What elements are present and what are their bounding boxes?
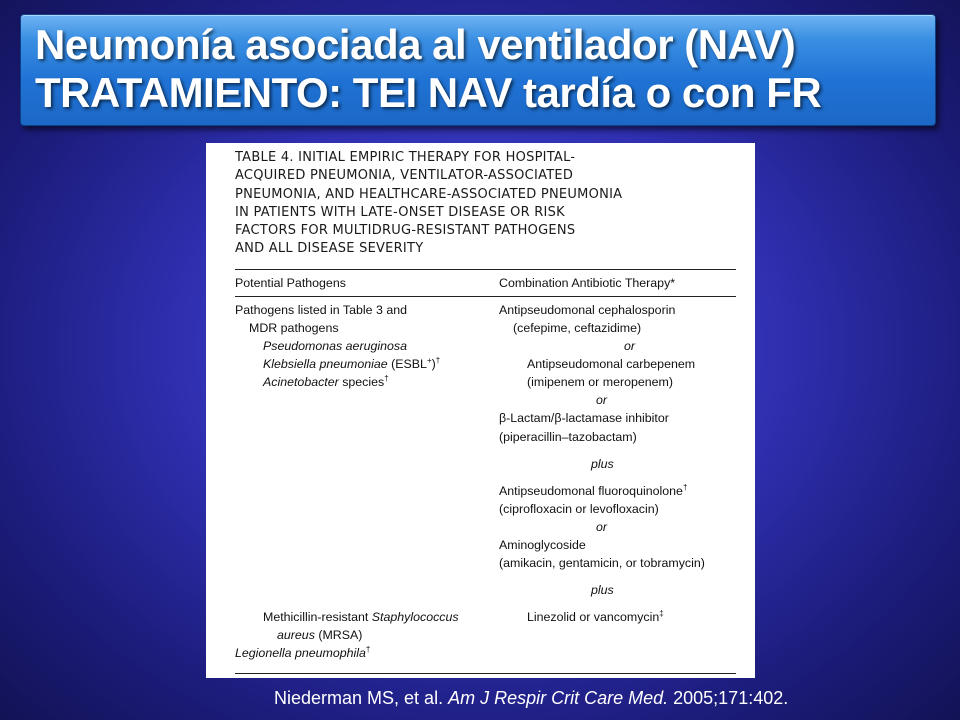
- footnote-mark: †: [365, 645, 371, 655]
- cell-text: (ESBL: [387, 357, 427, 372]
- table-row: [235, 319, 736, 337]
- organism-name: Klebsiella pneumoniae: [263, 357, 388, 372]
- cell-left: [235, 373, 527, 391]
- table-caption-line: IN PATIENTS WITH LATE-ONSET DISEASE OR RISK: [235, 204, 565, 220]
- table-row: [235, 500, 736, 518]
- cell-right-empty: [541, 626, 736, 644]
- organism-name: Acinetobacter: [263, 375, 339, 390]
- cell-left-empty: [235, 428, 499, 446]
- citation-authors: Niederman MS, et al.: [274, 688, 449, 708]
- slide-title-line-1: Neumonía asociada al ventilador (NAV): [35, 21, 796, 68]
- header-combination-therapy: Combination Antibiotic Therapy*: [499, 275, 676, 290]
- table-caption-line: FACTORS FOR MULTIDRUG-RESISTANT PATHOGENS: [235, 223, 576, 239]
- table-row: [235, 373, 736, 391]
- cell-right-plus: plus: [591, 583, 614, 598]
- cell-left-empty: [235, 409, 499, 427]
- cell-text: (MRSA): [314, 628, 363, 643]
- cell-text: ): [431, 357, 436, 372]
- table-row: [235, 536, 736, 554]
- cell-right: (ciprofloxacin or levofloxacin): [499, 501, 659, 516]
- cell-right-empty: [499, 644, 736, 662]
- cell-left: [235, 355, 527, 373]
- citation: [274, 688, 788, 709]
- cell-text: Antipseudomonal fluoroquinolone: [499, 483, 683, 498]
- table-row: [235, 455, 736, 473]
- table-row: [235, 554, 736, 572]
- table-document: [206, 143, 755, 678]
- cell-right-plus: plus: [591, 456, 614, 471]
- cell-text: Methicillin-resistant: [263, 610, 372, 625]
- table-caption-line: AND ALL DISEASE SEVERITY: [235, 241, 424, 257]
- cell-left: Pseudomonas aeruginosa: [263, 339, 407, 354]
- table-row: [235, 355, 736, 373]
- cell-right: (imipenem or meropenem): [527, 375, 673, 390]
- citation-journal: Am J Respir Crit Care Med.: [448, 688, 669, 708]
- cell-right: (piperacillin–tazobactam): [499, 429, 637, 444]
- footnote-mark: †: [384, 374, 389, 384]
- table-row: [235, 409, 736, 427]
- table-row: [235, 301, 736, 319]
- header-potential-pathogens: Potential Pathogens: [235, 275, 346, 290]
- cell-left: MDR pathogens: [249, 320, 339, 335]
- cell-left-empty: [235, 500, 499, 518]
- slide-title-line-2: TRATAMIENTO: TEI NAV tardía o con FR: [35, 69, 822, 116]
- superscript: +: [426, 356, 432, 366]
- table-row: [235, 626, 736, 644]
- citation-details: 2005;171:402.: [668, 688, 789, 708]
- table-caption-line: PNEUMONIA, AND HEALTHCARE-ASSOCIATED PNEUMONIA: [235, 186, 623, 202]
- cell-left-empty: [235, 554, 499, 572]
- cell-left: [235, 644, 499, 662]
- cell-left: [235, 626, 541, 644]
- table-row: [235, 482, 736, 500]
- cell-right: (amikacin, gentamicin, or tobramycin): [499, 556, 705, 571]
- table-row: [235, 608, 736, 626]
- cell-right: [499, 482, 736, 500]
- cell-right: Antipseudomonal cephalosporin: [499, 302, 676, 317]
- footnote-mark: ‡: [659, 609, 664, 619]
- cell-left-empty: [235, 391, 499, 409]
- cell-text: Linezolid or vancomycin: [527, 610, 660, 625]
- cell-right-or: or: [596, 519, 608, 534]
- cell-left-empty: [235, 518, 499, 536]
- cell-right-or: or: [624, 339, 636, 354]
- table-caption-line: ACQUIRED PNEUMONIA, VENTILATOR-ASSOCIATED: [235, 168, 574, 184]
- table-body: [235, 301, 736, 663]
- table-bottom-rule: [235, 673, 736, 674]
- table-row: [235, 518, 736, 536]
- cell-left-empty: [235, 482, 499, 500]
- organism-name: Legionella pneumophila: [235, 646, 366, 661]
- footnote-mark: †: [682, 482, 688, 492]
- cell-text: species: [338, 375, 385, 390]
- table-row: [235, 337, 736, 355]
- cell-left: Pathogens listed in Table 3 and: [235, 302, 407, 317]
- cell-right: [527, 608, 736, 626]
- cell-right: (cefepime, ceftazidime): [513, 320, 642, 335]
- table-row: [235, 428, 736, 446]
- cell-left-empty: [235, 581, 499, 599]
- table-caption-line: TABLE 4. INITIAL EMPIRIC THERAPY FOR HOSPITAL-: [235, 150, 576, 165]
- footnote-mark: †: [435, 356, 441, 366]
- cell-left-empty: [235, 455, 499, 473]
- cell-right: Antipseudomonal carbepenem: [527, 357, 696, 372]
- table-row: [235, 391, 736, 409]
- table-caption: [235, 149, 736, 259]
- table-header-rule: [235, 296, 736, 297]
- cell-right-or: or: [596, 393, 608, 408]
- cell-right: Aminoglycoside: [499, 538, 586, 552]
- cell-left-empty: [235, 536, 499, 554]
- organism-name: Staphylococcus: [371, 610, 459, 625]
- organism-name: aureus: [277, 628, 315, 643]
- table-header-row: [235, 270, 736, 296]
- table-row: [235, 644, 736, 662]
- slide-title-box: [20, 14, 936, 126]
- table-row: [235, 581, 736, 599]
- cell-left: [235, 608, 527, 626]
- cell-right: β-Lactam/β-lactamase inhibitor: [499, 411, 669, 426]
